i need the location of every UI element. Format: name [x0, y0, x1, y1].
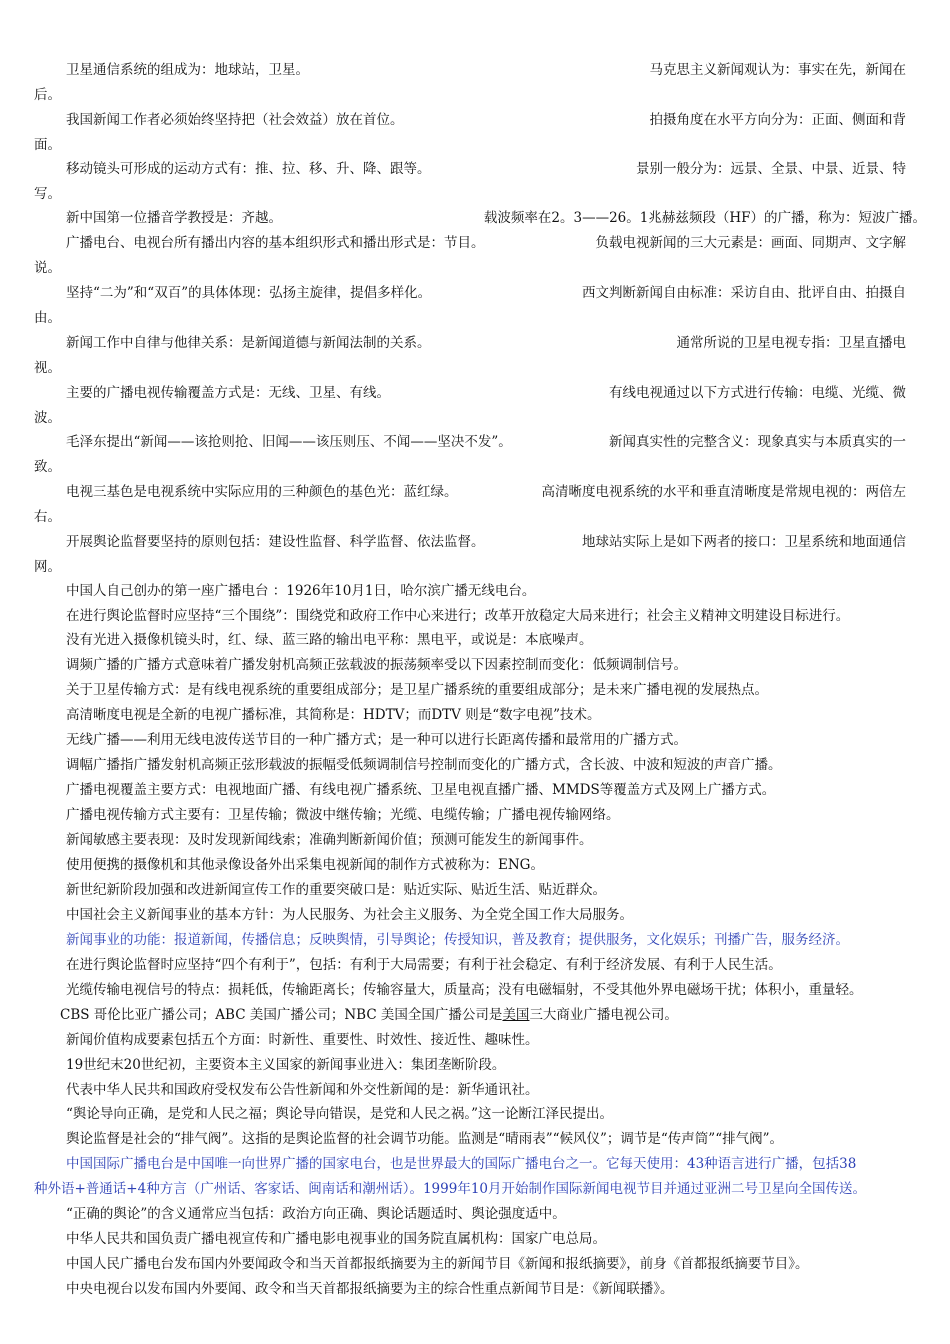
note-line: 舆论监督是社会的“排气阀”。这指的是舆论监督的社会调节功能。监测是“晴雨表”“候风仪”；调节是“传声筒”“排气阀”。	[66, 1131, 784, 1147]
note-line: 没有光进入摄像机镜头时，红、绿、蓝三路的输出电平称：黑电平，或说是：本底噪声。	[66, 632, 593, 648]
note-line: 中国人自己创办的第一座广播电台 ：1926年10月1日，哈尔滨广播无线电台。	[66, 583, 536, 599]
note-right: 西文判断新闻自由标准：采访自由、批评自由、拍摄自	[582, 285, 906, 301]
note-tail: 由。	[34, 310, 61, 326]
note-line: 调幅广播指广播发射机高频正弦形载波的振幅受低频调制信号控制而变化的广播方式，含长波、中波和短波的声音广播。	[66, 757, 782, 773]
note-left: 广播电台、电视台所有播出内容的基本组织形式和播出形式是：节目。	[66, 235, 485, 251]
note-left: 移动镜头可形成的运动方式有：推、拉、移、升、降、跟等。	[66, 161, 431, 177]
note-left: 开展舆论监督要坚持的原则包括：建设性监督、科学监督、依法监督。	[66, 534, 485, 550]
note-tail: 面。	[34, 137, 61, 153]
note-line: 在进行舆论监督时应坚持“三个围绕”：围绕党和政府工作中心来进行；改革开放稳定大局来进行；社会主义精神文明建设目标进行。	[66, 608, 850, 624]
note-line: 中华人民共和国负责广播电视宣传和广播电影电视事业的国务院直属机构：国家广电总局。	[66, 1231, 606, 1247]
note-tail: 写。	[34, 186, 61, 202]
note-left: 卫星通信系统的组成为：地球站，卫星。	[66, 62, 309, 78]
note-right: 通常所说的卫星电视专指：卫星直播电	[676, 335, 906, 351]
note-line: 中国社会主义新闻事业的基本方针：为人民服务、为社会主义服务、为全党全国工作大局服务。	[66, 907, 633, 923]
note-right: 拍摄角度在水平方向分为：正面、侧面和背	[649, 112, 906, 128]
note-line: 19世纪末20世纪初，主要资本主义国家的新闻事业进入：集团垄断阶段。	[66, 1057, 506, 1073]
note-tail: 右。	[34, 509, 61, 525]
note-right: 负载电视新闻的三大元素是：画面、同期声、文字解	[595, 235, 906, 251]
note-tail: 视。	[34, 360, 61, 376]
note-line: 在进行舆论监督时应坚持“四个有利于”，包括：有利于大局需要；有利于社会稳定、有利于经济发展、有利于人民生活。	[66, 957, 782, 973]
note-line: “舆论导向正确，是党和人民之福；舆论导向错误，是党和人民之祸。”这一论断江泽民提出。	[66, 1106, 614, 1122]
note-line: 新闻价值构成要素包括五个方面：时新性、重要性、时效性、接近性、趣味性。	[66, 1032, 539, 1048]
note-right: 马克思主义新闻观认为：事实在先，新闻在	[649, 62, 906, 78]
note-right: 新闻真实性的完整含义：现象真实与本质真实的一	[609, 434, 906, 450]
note-left: 主要的广播电视传输覆盖方式是：无线、卫星、有线。	[66, 385, 390, 401]
note-line: 使用便携的摄像机和其他录像设备外出采集电视新闻的制作方式被称为：ENG。	[66, 857, 544, 873]
note-line	[60, 1003, 678, 1028]
note-left: 坚持“二为”和“双百”的具体体现：弘扬主旋律，提倡多样化。	[66, 285, 432, 301]
note-line-highlight: 新闻事业的功能：报道新闻，传播信息；反映舆情，引导舆论；传授知识，普及教育；提供服务，文化娱乐；刊播广告，服务经济。	[66, 932, 849, 948]
note-line: 光缆传输电视信号的特点：损耗低，传输距离长；传输容量大，质量高；没有电磁辐射，不受其他外界电磁场干扰；体积小，重量轻。	[66, 982, 863, 998]
note-line: 广播电视传输方式主要有：卫星传输；微波中继传输；光缆、电缆传输；广播电视传输网络。	[66, 807, 620, 823]
note-line: 新闻敏感主要表现：及时发现新闻线索；准确判断新闻价值；预测可能发生的新闻事件。	[66, 832, 593, 848]
note-text: 三大商业广播电视公司。	[529, 1007, 678, 1023]
note-line: 代表中华人民共和国政府受权发布公告性新闻和外交性新闻的是：新华通讯社。	[66, 1082, 539, 1098]
underlined-text: 美国	[502, 1007, 530, 1023]
note-left: 电视三基色是电视系统中实际应用的三种颜色的基色光：蓝红绿。	[66, 484, 458, 500]
note-tail: 后。	[34, 87, 61, 103]
note-line: 中央电视台以发布国内外要闻、政令和当天首都报纸摘要为主的综合性重点新闻节目是：《新闻联播》。	[66, 1281, 674, 1297]
note-tail: 网。	[34, 559, 61, 575]
note-line: 广播电视覆盖主要方式：电视地面广播、有线电视广播系统、卫星电视直播广播、MMDS等覆盖方式及网上广播方式。	[66, 782, 776, 798]
note-tail: 说。	[34, 260, 61, 276]
note-line-highlight: 种外语+普通话+4种方言（广州话、客家话、闽南话和潮州话）。1999年10月开始制作国际新闻电视节目并通过亚洲二号卫星向全国传送。	[34, 1181, 866, 1197]
note-left: 毛泽东提出“新闻——该抢则抢、旧闻——该压则压、不闻——坚决不发”。	[66, 434, 512, 450]
note-line: 新世纪新阶段加强和改进新闻宣传工作的重要突破口是：贴近实际、贴近生活、贴近群众。	[66, 882, 606, 898]
note-right: 地球站实际上是如下两者的接口：卫星系统和地面通信	[582, 534, 906, 550]
note-line: 关于卫星传输方式：是有线电视系统的重要组成部分；是卫星广播系统的重要组成部分；是未来广播电视的发展热点。	[66, 682, 768, 698]
note-right: 载波频率在2。3——26。1兆赫兹频段（HF）的广播，称为：短波广播。	[483, 210, 926, 226]
note-right: 景别一般分为：远景、全景、中景、近景、特	[636, 161, 906, 177]
note-tail: 波。	[34, 410, 61, 426]
note-line: “正确的舆论”的含义通常应当包括：政治方向正确、舆论话题适时、舆论强度适中。	[66, 1206, 566, 1222]
note-line: 调频广播的广播方式意味着广播发射机高频正弦载波的振荡频率受以下因素控制而变化：低频调制信号。	[66, 657, 687, 673]
note-line: 高清晰度电视是全新的电视广播标准，其简称是：HDTV；而DTV 则是“数字电视”技术。	[66, 707, 601, 723]
note-left: 我国新闻工作者必须始终坚持把（社会效益）放在首位。	[66, 112, 404, 128]
note-left: 新闻工作中自律与他律关系：是新闻道德与新闻法制的关系。	[66, 335, 431, 351]
note-left: 新中国第一位播音学教授是：齐越。	[66, 210, 282, 226]
note-line-highlight: 中国国际广播电台是中国唯一向世界广播的国家电台，也是世界最大的国际广播电台之一。它每天使用：43种语言进行广播，包括38	[66, 1156, 857, 1172]
note-right: 高清晰度电视系统的水平和垂直清晰度是常规电视的：两倍左	[541, 484, 906, 500]
note-right: 有线电视通过以下方式进行传输：电缆、光缆、微	[609, 385, 906, 401]
note-tail: 致。	[34, 459, 61, 475]
note-text: CBS 哥伦比亚广播公司；ABC 美国广播公司；NBC 美国全国广播公司是	[60, 1007, 503, 1023]
note-line: 中国人民广播电台发布国内外要闻政令和当天首都报纸摘要为主的新闻节目《新闻和报纸摘要》，前身《首都报纸摘要节目》。	[66, 1256, 809, 1272]
note-line: 无线广播——利用无线电波传送节目的一种广播方式；是一种可以进行长距离传播和最常用的广播方式。	[66, 732, 687, 748]
